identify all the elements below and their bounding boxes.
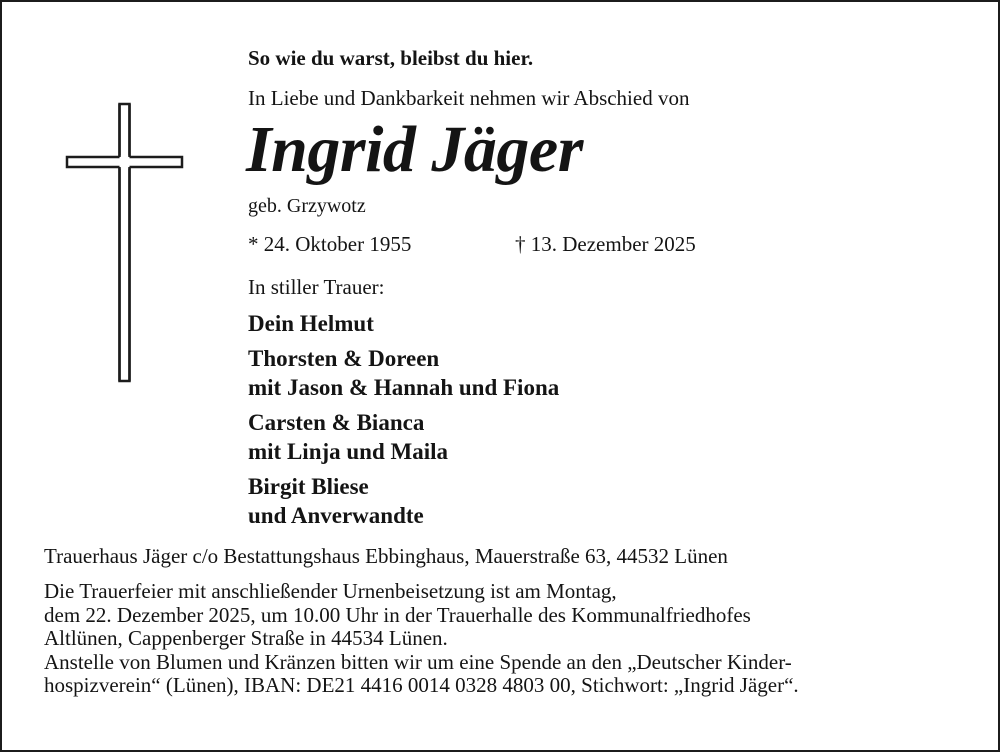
service-line: dem 22. Dezember 2025, um 10.00 Uhr in der Trauerhalle des Kommunalfriedhofes — [44, 602, 751, 627]
birth-name: geb. Grzywotz — [248, 195, 366, 217]
mourning-label: In stiller Trauer: — [248, 275, 385, 299]
mourner-line: Birgit Bliese — [248, 474, 369, 499]
service-line: Die Trauerfeier mit anschließender Urnenbeisetzung ist am Montag, — [44, 579, 617, 603]
intro-text: In Liebe und Dankbarkeit nehmen wir Abschied von — [248, 86, 690, 110]
deceased-name: Ingrid Jäger — [246, 113, 583, 186]
service-line: Altlünen, Cappenberger Straße in 44534 Lünen. — [44, 626, 448, 650]
mourner-line: mit Jason & Hannah und Fiona — [248, 375, 560, 400]
mourner-line: Carsten & Bianca — [248, 410, 425, 435]
mourner-line: und Anverwandte — [248, 503, 424, 528]
mourner-line: mit Linja und Maila — [248, 439, 449, 464]
death-date: † 13. Dezember 2025 — [515, 232, 696, 256]
mourner-group — [248, 472, 559, 530]
cross-icon — [65, 102, 185, 384]
mourners-list — [248, 309, 559, 536]
mourner-group — [248, 309, 559, 338]
mourner-group — [248, 344, 559, 402]
service-line: Anstelle von Blumen und Kränzen bitten wir um eine Spende an den „Deutscher Kinder- — [44, 649, 792, 674]
birth-date: * 24. Oktober 1955 — [248, 232, 412, 256]
service-details — [44, 580, 799, 698]
mourner-line: Thorsten & Doreen — [248, 346, 440, 371]
mourner-line: Dein Helmut — [248, 311, 374, 336]
motto: So wie du warst, bleibst du hier. — [248, 46, 534, 70]
service-line: hospizverein“ (Lünen), IBAN: DE21 4416 0014 0328 4803 00, Stichwort: „Ingrid Jäger“. — [44, 673, 799, 697]
mourner-group — [248, 408, 559, 466]
mourning-house-address: Trauerhaus Jäger c/o Bestattungshaus Ebbinghaus, Mauerstraße 63, 44532 Lünen — [44, 544, 728, 568]
